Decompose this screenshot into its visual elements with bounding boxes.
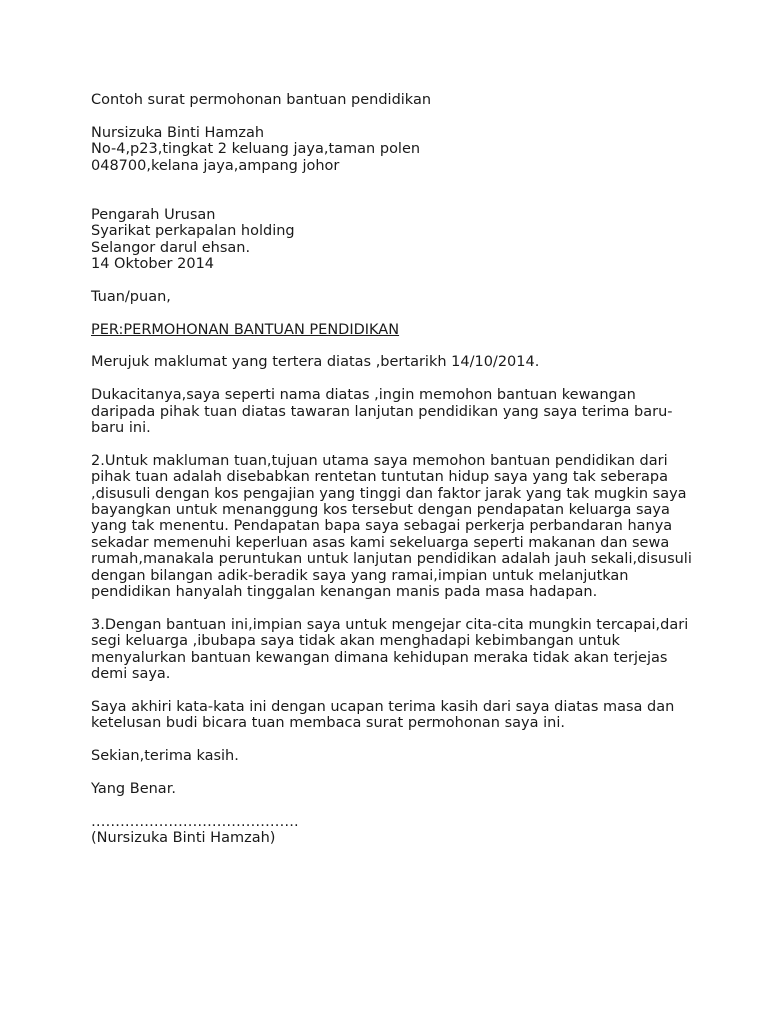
paragraph-line: Sekian,terima kasih. xyxy=(91,748,239,765)
spacer xyxy=(91,272,711,288)
paragraph-line: 3.Dengan bantuan ini,impian saya untuk mengejar cita-cita mungkin tercapai,dari xyxy=(91,616,689,633)
sender-address-line-1: No-4,p23,tingkat 2 keluang jaya,taman polen xyxy=(91,141,421,158)
paragraph-line: ketelusan budi bicara tuan membaca surat permohonan saya ini. xyxy=(91,715,565,732)
salutation: Tuan/puan, xyxy=(91,288,171,305)
spacer xyxy=(91,338,711,354)
spacer xyxy=(91,732,711,748)
paragraph-line: yang tak menentu. Pendapatan bapa saya sebagai perkerja perbandaran hanya xyxy=(91,518,673,535)
paragraph-line: baru ini. xyxy=(91,420,151,437)
paragraph-line: pendidikan hanyalah tinggalan kenangan manis pada masa hadapan. xyxy=(91,584,598,601)
paragraph-line: Dukacitanya,saya seperti nama diatas ,ingin memohon bantuan kewangan xyxy=(91,387,636,404)
letter-date: 14 Oktober 2014 xyxy=(91,256,215,273)
paragraph-line: Merujuk maklumat yang tertera diatas ,bertarikh 14/10/2014. xyxy=(91,354,540,371)
paragraph-line: dengan bilangan adik-beradik saya yang ramai,impian untuk melanjutkan xyxy=(91,567,629,584)
recipient-line-3: Selangor darul ehsan. xyxy=(91,239,251,256)
body-paragraph xyxy=(91,387,711,436)
sender-block xyxy=(91,125,711,174)
spacer xyxy=(91,305,711,321)
spacer xyxy=(91,765,711,781)
spacer xyxy=(91,683,711,699)
paragraph-line: rumah,manakala peruntukan untuk lanjutan pendidikan adalah jauh sekali,disusuli xyxy=(91,551,692,568)
signature-name: (Nursizuka Binti Hamzah) xyxy=(91,830,276,847)
signature-line: ……………………………………. xyxy=(91,813,299,830)
spacer xyxy=(91,797,711,813)
paragraph-line: Yang Benar. xyxy=(91,780,176,797)
body-paragraph xyxy=(91,699,711,732)
body-paragraph xyxy=(91,354,711,370)
body-paragraph xyxy=(91,748,711,764)
letter-body xyxy=(91,354,711,813)
recipient-line-2: Syarikat perkapalan holding xyxy=(91,223,295,240)
spacer xyxy=(91,108,711,124)
paragraph-line: pihak tuan adalah disebabkan rentetan tuntutan hidup saya yang tak seberapa xyxy=(91,469,668,486)
paragraph-line: menyalurkan bantuan kewangan dimana kehidupan meraka tidak akan terjejas xyxy=(91,649,668,666)
recipient-line-1: Pengarah Urusan xyxy=(91,206,216,223)
spacer xyxy=(91,371,711,387)
body-paragraph xyxy=(91,453,711,601)
spacer xyxy=(91,174,711,207)
paragraph-line: 2.Untuk makluman tuan,tujuan utama saya memohon bantuan pendidikan dari xyxy=(91,452,668,469)
paragraph-line: Saya akhiri kata-kata ini dengan ucapan terima kasih dari saya diatas masa dan xyxy=(91,698,675,715)
sender-name: Nursizuka Binti Hamzah xyxy=(91,124,265,141)
body-paragraph xyxy=(91,781,711,797)
paragraph-line: bayangkan untuk menanggung kos tersebut dengan pendapatan keluarga saya xyxy=(91,502,670,519)
paragraph-line: ,disusuli dengan kos pengajian yang tinggi dan faktor jarak yang tak mugkin saya xyxy=(91,485,687,502)
paragraph-line: sekadar memenuhi keperluan asas kami sekeluarga seperti makanan dan sewa xyxy=(91,534,670,551)
document-title: Contoh surat permohonan bantuan pendidikan xyxy=(91,92,432,108)
paragraph-line: segi keluarga ,ibubapa saya tidak akan menghadapi kebimbangan untuk xyxy=(91,633,620,650)
recipient-block xyxy=(91,207,711,273)
subject-line: PER:PERMOHONAN BANTUAN PENDIDIKAN xyxy=(91,321,400,338)
paragraph-line: daripada pihak tuan diatas tawaran lanjutan pendidikan yang saya terima baru- xyxy=(91,403,673,420)
sender-address-line-2: 048700,kelana jaya,ampang johor xyxy=(91,157,340,174)
spacer xyxy=(91,436,711,452)
body-paragraph xyxy=(91,617,711,683)
spacer xyxy=(91,600,711,616)
paragraph-line: demi saya. xyxy=(91,666,171,683)
letter-document xyxy=(91,92,711,847)
